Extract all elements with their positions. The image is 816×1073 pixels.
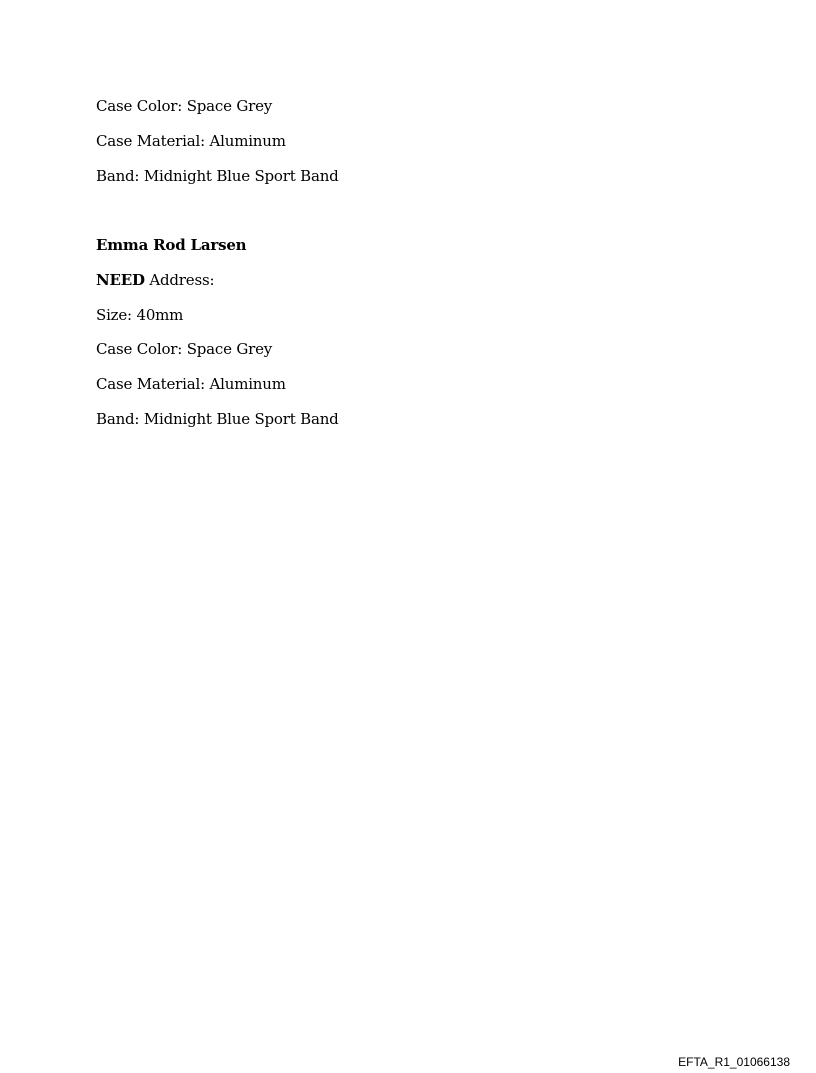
case-material-line: Case Material: Aluminum <box>96 375 286 393</box>
address-line <box>96 270 214 290</box>
size-line: Size: 40mm <box>96 306 184 324</box>
case-material-line: Case Material: Aluminum <box>96 132 286 150</box>
band-line: Band: Midnight Blue Sport Band <box>96 167 339 185</box>
case-color-line: Case Color: Space Grey <box>96 340 273 358</box>
address-label: Address: <box>144 271 215 289</box>
case-color-line: Case Color: Space Grey <box>96 97 273 115</box>
need-label: NEED <box>96 271 145 289</box>
band-line: Band: Midnight Blue Sport Band <box>96 410 339 428</box>
document-id-footer: EFTA_R1_01066138 <box>678 1055 790 1069</box>
recipient-name: Emma Rod Larsen <box>96 236 247 254</box>
